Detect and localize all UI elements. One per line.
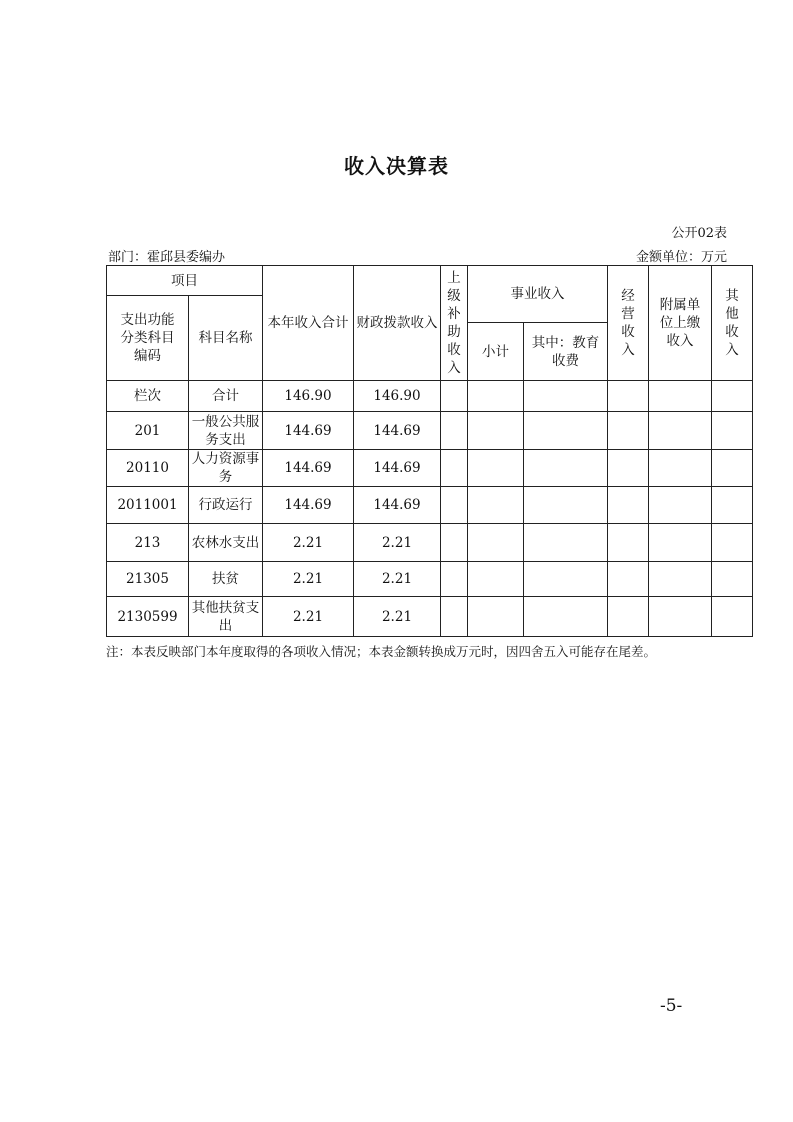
header-subtotal: 小计 xyxy=(468,323,524,381)
row-fiscal: 144.69 xyxy=(354,450,441,487)
row-name: 一般公共服务支出 xyxy=(189,412,263,450)
row-total: 144.69 xyxy=(263,487,354,524)
row-total: 2.21 xyxy=(263,597,354,637)
row-fiscal: 144.69 xyxy=(354,487,441,524)
row-code: 2011001 xyxy=(107,487,189,524)
table-note: 注：本表反映部门本年度取得的各项收入情况；本表金额转换成万元时，因四舍五入可能存在尾差。 xyxy=(106,644,657,659)
row-name: 其他扶贫支出 xyxy=(189,597,263,637)
header-func-code-text: 支出功能分类科目编码 xyxy=(120,312,175,364)
header-item: 项目 xyxy=(107,266,263,296)
page-number: -5- xyxy=(660,996,683,1016)
row-total: 144.69 xyxy=(263,450,354,487)
table-row xyxy=(107,562,753,597)
header-subject-name: 科目名称 xyxy=(189,296,263,381)
row-code: 20110 xyxy=(107,450,189,487)
total-row-name: 合计 xyxy=(189,381,263,412)
header-operating xyxy=(608,266,649,381)
header-other-text: 其他收入 xyxy=(725,288,739,358)
row-name: 行政运行 xyxy=(189,487,263,524)
row-name: 扶贫 xyxy=(189,562,263,597)
row-total: 144.69 xyxy=(263,412,354,450)
row-code: 201 xyxy=(107,412,189,450)
page-title: 收入决算表 xyxy=(344,154,449,178)
header-other xyxy=(712,266,753,381)
row-code: 213 xyxy=(107,524,189,562)
row-total: 2.21 xyxy=(263,562,354,597)
total-row-label: 栏次 xyxy=(107,381,189,412)
table-row xyxy=(107,524,753,562)
row-fiscal: 2.21 xyxy=(354,524,441,562)
header-fiscal: 财政拨款收入 xyxy=(354,266,441,381)
row-fiscal: 144.69 xyxy=(354,412,441,450)
amount-unit-label: 金额单位：万元 xyxy=(635,250,727,265)
row-fiscal: 2.21 xyxy=(354,597,441,637)
row-total: 2.21 xyxy=(263,524,354,562)
total-row-total: 146.90 xyxy=(263,381,354,412)
header-edu-fees xyxy=(524,323,608,381)
header-affiliated-text: 附属单位上缴收入 xyxy=(659,297,701,349)
total-row-fiscal: 146.90 xyxy=(354,381,441,412)
table-row xyxy=(107,597,753,637)
table-number: 公开02表 xyxy=(671,226,727,241)
row-code: 2130599 xyxy=(107,597,189,637)
header-edu-fees-text: 其中：教育收费 xyxy=(531,334,600,369)
department-label: 部门：霍邱县委编办 xyxy=(108,250,226,265)
row-code: 21305 xyxy=(107,562,189,597)
header-business: 事业收入 xyxy=(468,266,608,323)
table-row xyxy=(107,412,753,450)
header-func-code xyxy=(107,296,189,381)
table-row xyxy=(107,487,753,524)
table-row xyxy=(107,450,753,487)
header-affiliated xyxy=(649,266,712,381)
income-table xyxy=(106,265,753,637)
row-name: 人力资源事务 xyxy=(189,450,263,487)
row-fiscal: 2.21 xyxy=(354,562,441,597)
header-superior-text: 上级补助收入 xyxy=(447,270,461,376)
header-superior xyxy=(441,266,468,381)
header-operating-text: 经营收入 xyxy=(621,288,635,358)
total-row xyxy=(107,381,753,412)
header-total-income: 本年收入合计 xyxy=(263,266,354,381)
row-name: 农林水支出 xyxy=(189,524,263,562)
